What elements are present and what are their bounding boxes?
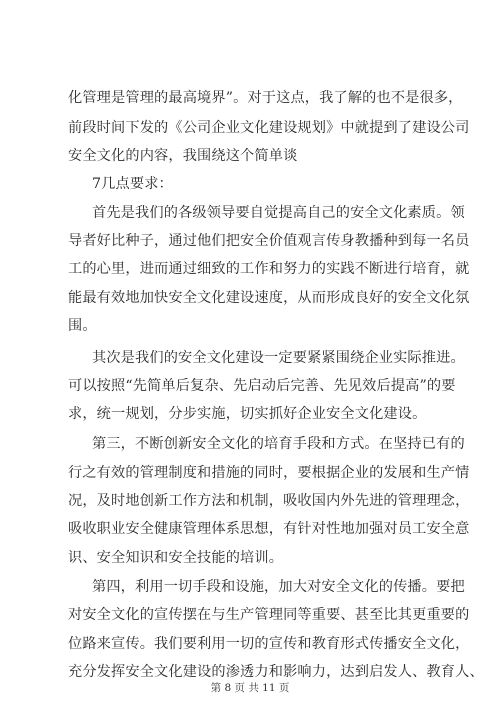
text-line: 化管理是管理的最高境界”。对于这点，我了解的也不是很多， [68, 90, 463, 106]
text-line: 7几点要求： [92, 176, 173, 192]
text-line: 第三，不断创新安全文化的培育手段和方式。在坚持已有的 [92, 436, 465, 452]
text-line: 前段时间下发的《公司企业文化建设规划》中就提到了建设公司 [68, 120, 470, 136]
text-line: 求，统一规划，分步实施，切实抓好企业安全文化建设。 [68, 406, 427, 422]
text-line: 安全文化的内容，我围绕这个简单谈 [68, 148, 298, 164]
text-line: 位路来宣传。我们要利用一切的宣传和教育形式传播安全文化， [68, 636, 470, 652]
text-line: 第四，利用一切手段和设施，加大对安全文化的传播。要把 [92, 579, 465, 595]
page-number: 第 8 页 共 11 页 [210, 682, 290, 694]
text-line: 围。 [68, 318, 97, 334]
text-line: 吸收职业安全健康管理体系思想，有针对性地加强对员工安全意 [68, 521, 470, 537]
text-line: 充分发挥安全文化建设的渗透力和影响力，达到启发人、教育人、 [68, 664, 484, 680]
text-line: 对安全文化的宣传摆在与生产管理同等重要、甚至比其更重要的 [68, 607, 470, 623]
text-line: 可以按照“先简单后复杂、先启动后完善、先见效后提高”的要 [68, 378, 456, 394]
text-line: 况，及时地创新工作方法和机制，吸收国内外先进的管理理念， [68, 493, 470, 509]
text-line: 导者好比种子，通过他们把安全价值观言传身教播种到每一名员 [68, 233, 470, 249]
text-line: 工的心里，进而通过细致的工作和努力的实践不断进行培育，就 [68, 261, 470, 277]
text-line: 首先是我们的各级领导要自觉提高自己的安全文化素质。领 [92, 205, 465, 221]
text-line: 其次是我们的安全文化建设一定要紧紧围绕企业实际推进。 [92, 350, 465, 366]
text-line: 行之有效的管理制度和措施的同时，要根据企业的发展和生产情 [68, 465, 470, 481]
text-line: 能最有效地加快安全文化建设速度，从而形成良好的安全文化氛 [68, 290, 470, 306]
text-line: 识、安全知识和安全技能的培训。 [68, 550, 284, 566]
